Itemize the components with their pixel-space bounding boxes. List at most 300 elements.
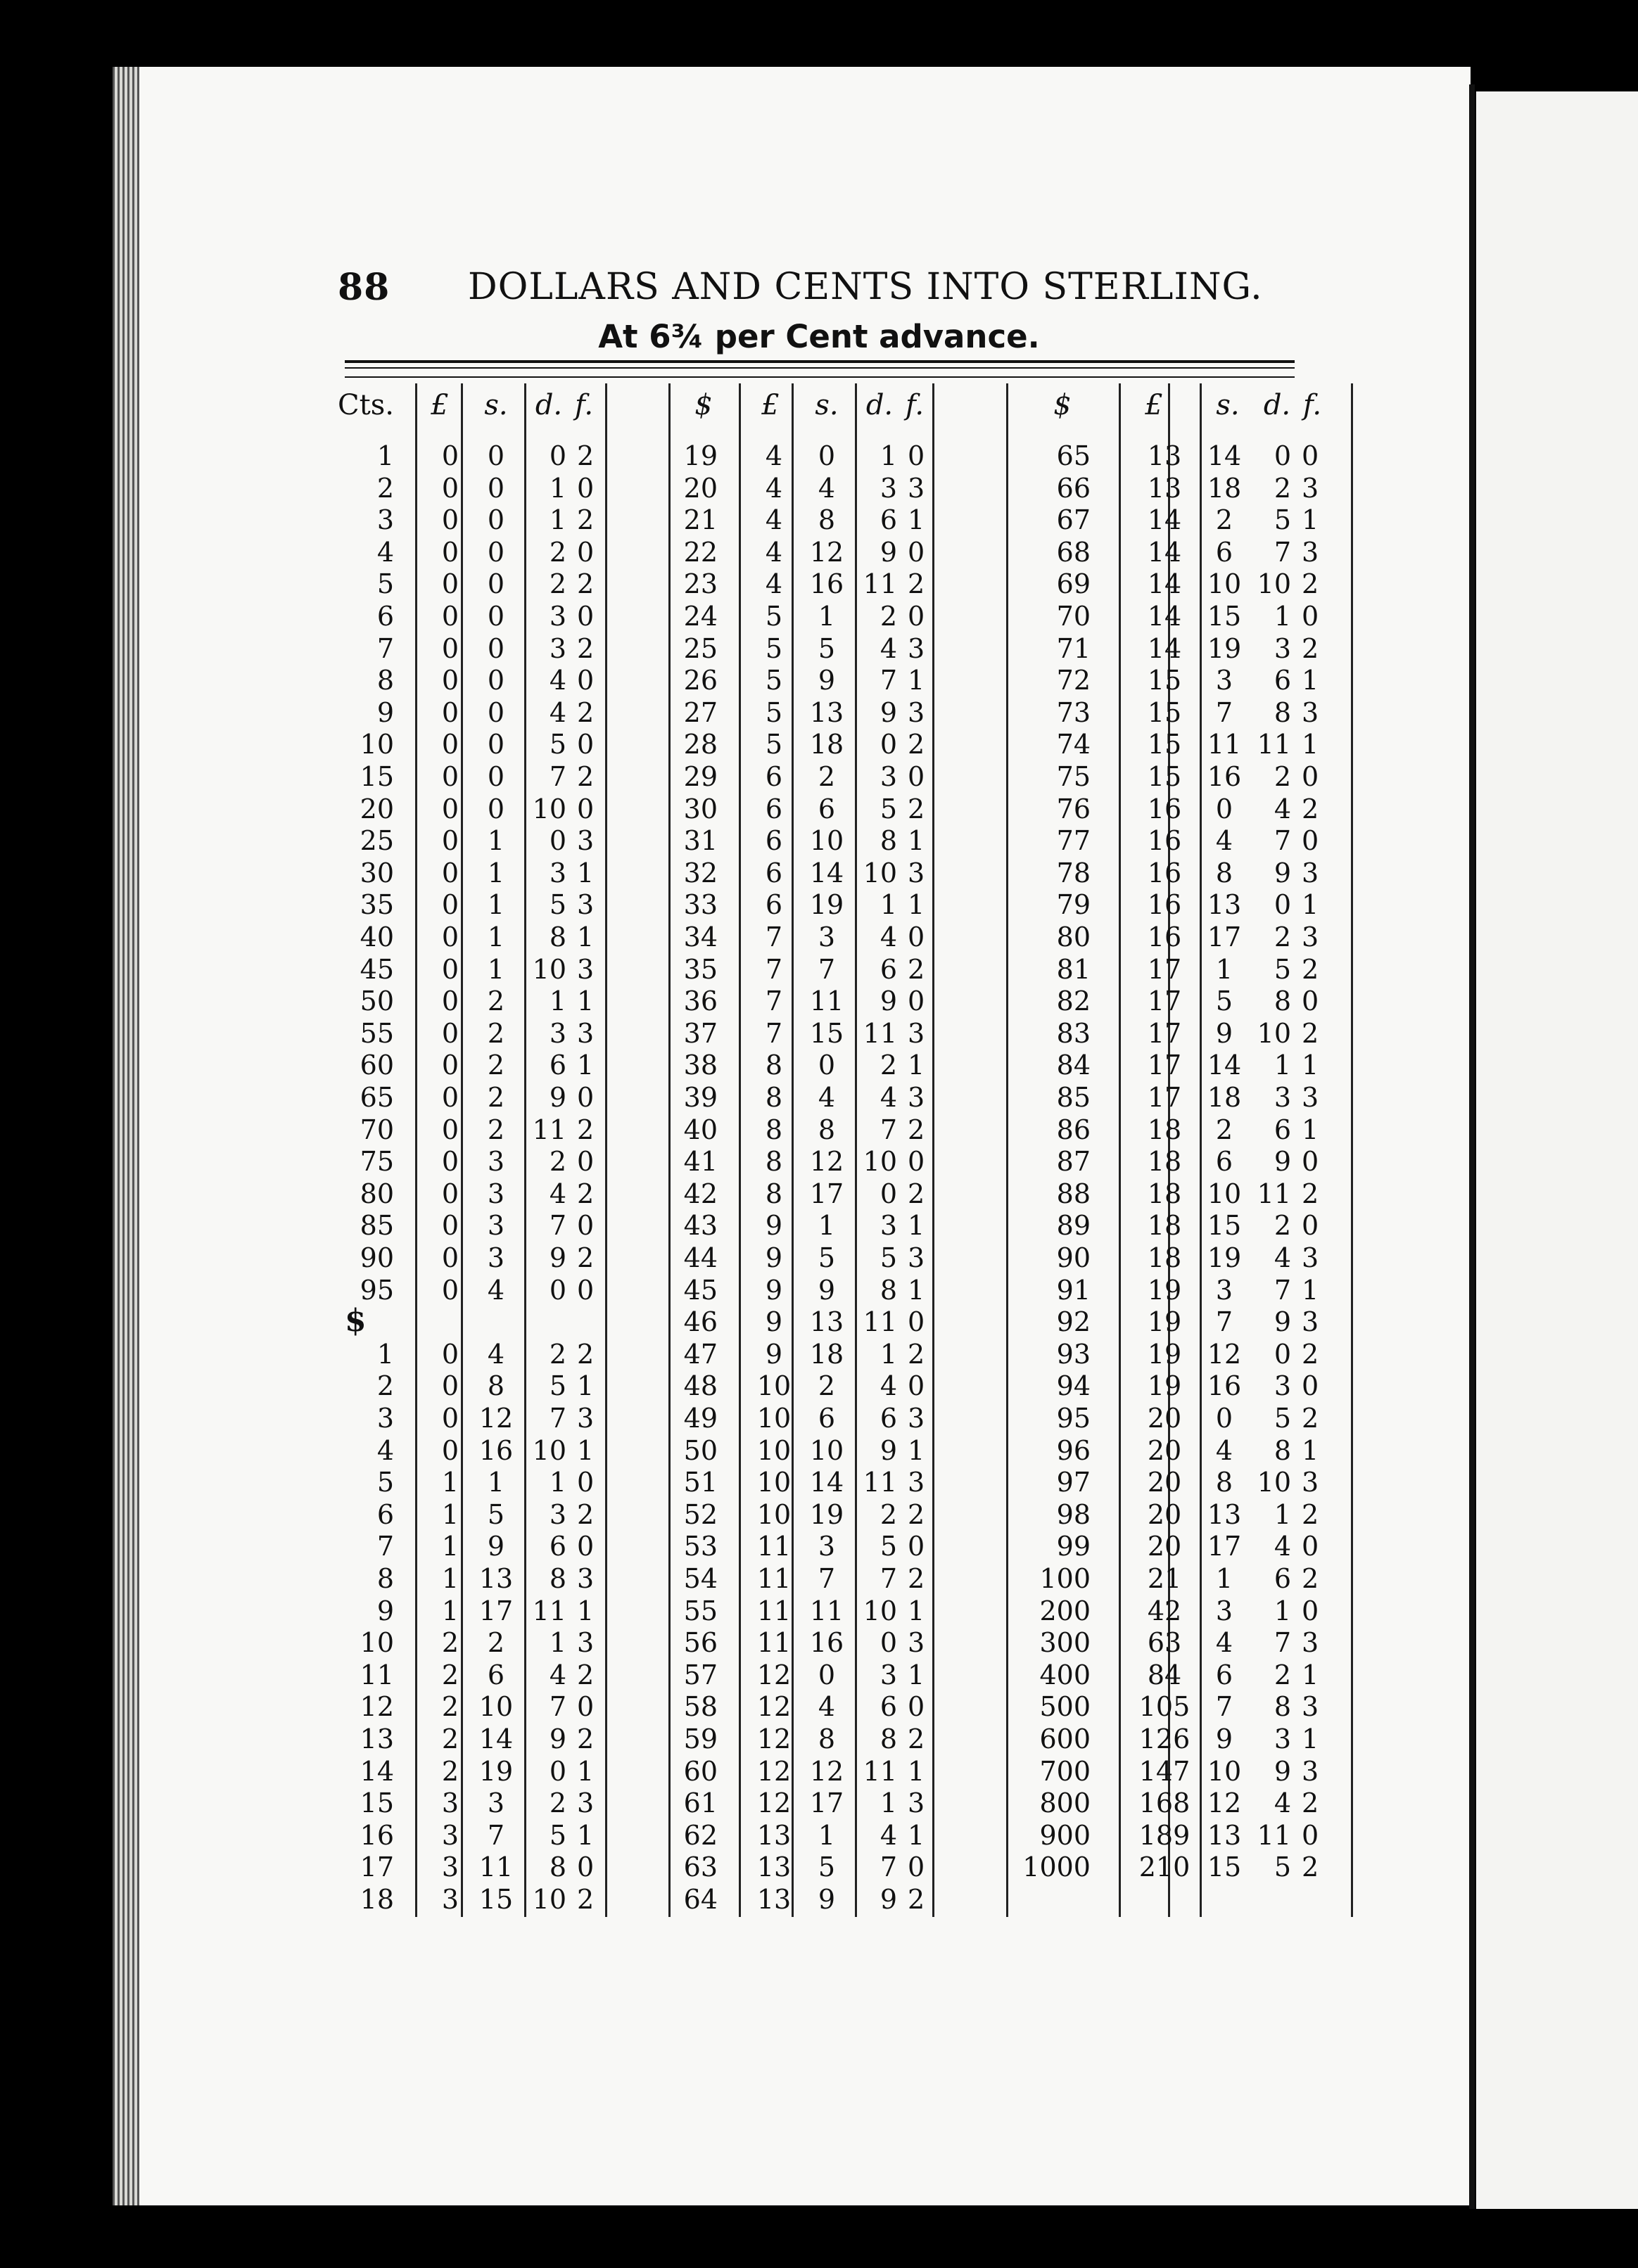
pence-cell: 9 [1274,857,1291,888]
pence-cell: 11 [1257,1178,1291,1209]
amount-cell: 74 [1056,729,1091,760]
amount-cell: 64 [683,1884,718,1915]
shillings-cell: 3 [487,1178,505,1209]
amount-cell: 81 [1056,953,1091,985]
pence-cell: 9 [1274,1755,1291,1787]
shillings-cell: 4 [487,1338,505,1370]
farthings-cell: 1 [908,665,925,696]
farthings-cell: 1 [908,1434,925,1466]
pence-cell: 5 [1274,1403,1291,1434]
shillings-cell: 5 [487,1498,505,1530]
farthings-cell: 3 [1302,857,1319,888]
farthings-cell: 3 [908,1467,925,1498]
shillings-cell: 17 [809,1178,844,1209]
farthings-cell: 2 [1302,1788,1319,1819]
farthings-cell: 2 [1302,1498,1319,1530]
header-rule [345,367,1295,369]
column-header: £ [1145,389,1163,421]
pounds-cell: 16 [1147,889,1182,921]
shillings-cell: 0 [487,536,505,568]
farthings-cell: 3 [1302,1627,1319,1659]
farthings-cell: 2 [577,1114,595,1145]
pence-cell: 1 [880,889,897,921]
amount-cell: 41 [683,1146,718,1178]
header-rule [345,376,1295,378]
farthings-cell: 1 [1302,1659,1319,1690]
pence-cell: 8 [549,1563,566,1594]
shillings-cell: 2 [487,1017,505,1049]
farthings-cell: 3 [1302,536,1319,568]
farthings-cell: 2 [577,696,595,728]
shillings-cell: 1 [487,922,505,953]
farthings-cell: 0 [908,922,925,953]
shillings-cell: 19 [1207,632,1242,664]
subtitle-text: At 6¾ per Cent advance. [598,318,1040,355]
pence-cell: 4 [880,632,897,664]
pounds-cell: 19 [1147,1338,1182,1370]
pence-cell: 1 [549,1467,566,1498]
pence-cell: 11 [532,1595,566,1626]
pence-cell: 2 [880,1050,897,1081]
pence-cell: 5 [880,793,897,824]
amount-cell: 72 [1056,665,1091,696]
pence-cell: 1 [1274,601,1291,632]
pence-cell: 8 [1274,1691,1291,1723]
shillings-cell: 10 [1207,1755,1242,1787]
farthings-cell: 1 [1302,729,1319,760]
pence-cell: 3 [549,601,566,632]
amount-cell: 55 [360,1017,394,1049]
pounds-cell: 18 [1147,1210,1182,1242]
pounds-cell: 14 [1147,568,1182,600]
amount-cell: 47 [683,1338,718,1370]
shillings-cell: 17 [809,1788,844,1819]
pence-cell: 0 [549,440,566,471]
pounds-cell: 15 [1147,665,1182,696]
pounds-cell: 15 [1147,696,1182,728]
pence-cell: 2 [1274,1210,1291,1242]
pounds-cell: 0 [441,1082,459,1113]
amount-cell: 87 [1056,1146,1091,1178]
pence-cell: 2 [880,601,897,632]
pounds-cell: 0 [441,1178,459,1209]
pounds-cell: 17 [1147,953,1182,985]
shillings-cell: 16 [478,1434,514,1466]
amount-cell: 6 [376,1498,394,1530]
shillings-cell: 0 [487,601,505,632]
pounds-cell: 0 [441,1338,459,1370]
shillings-cell: 0 [487,696,505,728]
farthings-cell: 0 [908,1691,925,1723]
farthings-cell: 2 [577,761,595,792]
amount-cell: 7 [376,1531,394,1562]
pounds-cell: 17 [1147,1050,1182,1081]
column-rule [739,383,741,1917]
farthings-cell: 2 [908,1178,925,1209]
farthings-cell: 1 [577,857,595,888]
farthings-cell: 1 [908,1050,925,1081]
pounds-cell: 12 [756,1659,792,1690]
farthings-cell: 3 [908,696,925,728]
amount-cell: 50 [360,986,394,1017]
pence-cell: 1 [549,1627,566,1659]
amount-cell: 11 [360,1659,394,1690]
pence-cell: 7 [1274,1274,1291,1306]
shillings-cell: 3 [1215,665,1233,696]
pounds-cell: 2 [441,1659,459,1690]
farthings-cell: 2 [1302,1178,1319,1209]
amount-cell: 32 [683,857,718,888]
farthings-cell: 1 [908,889,925,921]
shillings-cell: 19 [1207,1242,1242,1273]
shillings-cell: 19 [809,1498,844,1530]
shillings-cell: 4 [1215,1627,1233,1659]
pounds-cell: 0 [441,632,459,664]
pence-cell: 0 [549,1755,566,1787]
farthings-cell: 1 [1302,1434,1319,1466]
pence-cell: 9 [880,1884,897,1915]
pence-cell: 4 [549,696,566,728]
amount-cell: 19 [683,440,718,471]
farthings-cell: 2 [908,1498,925,1530]
pounds-cell: 19 [1147,1274,1182,1306]
farthings-cell: 3 [908,1082,925,1113]
column-header: £ [431,389,449,421]
amount-cell: 500 [1039,1691,1091,1723]
shillings-cell: 17 [1207,1531,1242,1562]
pounds-cell: 6 [765,857,783,888]
farthings-cell: 0 [577,1274,595,1306]
shillings-cell: 0 [487,472,505,504]
pounds-cell: 4 [765,536,783,568]
amount-cell: 43 [683,1210,718,1242]
amount-cell: 96 [1056,1434,1091,1466]
pounds-cell: 0 [441,1017,459,1049]
pence-cell: 3 [549,857,566,888]
pounds-cell: 0 [441,568,459,600]
pounds-cell: 9 [765,1242,783,1273]
amount-cell: 31 [683,825,718,857]
pence-cell: 9 [880,986,897,1017]
shillings-cell: 0 [487,504,505,536]
shillings-cell: 3 [1215,1274,1233,1306]
pence-cell: 11 [532,1114,566,1145]
shillings-cell: 12 [478,1403,514,1434]
pence-cell: 3 [880,1659,897,1690]
amount-cell: 58 [683,1691,718,1723]
shillings-cell: 18 [809,1338,844,1370]
amount-cell: 78 [1056,857,1091,888]
pounds-cell: 189 [1138,1819,1191,1851]
shillings-cell: 8 [818,504,836,536]
pounds-cell: 16 [1147,825,1182,857]
amount-cell: 600 [1039,1724,1091,1754]
shillings-cell: 15 [809,1017,844,1049]
farthings-cell: 0 [577,665,595,696]
shillings-cell: 0 [1215,793,1233,824]
pence-cell: 6 [1274,1563,1291,1594]
shillings-cell: 2 [1215,504,1233,536]
amount-cell: 20 [360,793,394,824]
shillings-cell: 11 [478,1852,514,1883]
pence-cell: 3 [549,1498,566,1530]
pence-cell: 5 [1274,953,1291,985]
pounds-cell: 16 [1147,793,1182,824]
farthings-cell: 0 [1302,1370,1319,1402]
pounds-cell: 20 [1147,1498,1182,1530]
pence-cell: 2 [549,568,566,600]
pounds-cell: 168 [1138,1788,1191,1819]
farthings-cell: 0 [908,601,925,632]
amount-cell: 94 [1056,1370,1091,1402]
pounds-cell: 15 [1147,761,1182,792]
shillings-cell: 0 [487,793,505,824]
shillings-cell: 8 [818,1114,836,1145]
amount-cell: 68 [1056,536,1091,568]
amount-cell: 26 [683,665,718,696]
pence-cell: 0 [549,1274,566,1306]
pounds-cell: 18 [1147,1242,1182,1273]
amount-cell: 16 [360,1819,394,1851]
column-rule [1006,383,1008,1917]
farthings-cell: 2 [908,1563,925,1594]
pence-cell: 11 [1257,1819,1291,1851]
amount-cell: 4 [376,1434,394,1466]
shillings-cell: 5 [818,1242,836,1273]
pounds-cell: 20 [1147,1467,1182,1498]
pounds-cell: 19 [1147,1370,1182,1402]
pence-cell: 7 [549,1210,566,1242]
column-header: f. [905,389,925,421]
amount-cell: 8 [376,1563,394,1594]
amount-cell: 2 [376,1370,394,1402]
amount-cell: 48 [683,1370,718,1402]
farthings-cell: 2 [577,440,595,471]
farthings-cell: 3 [1302,1691,1319,1723]
farthings-cell: 1 [908,504,925,536]
shillings-cell: 0 [487,568,505,600]
farthings-cell: 0 [908,1370,925,1402]
pence-cell: 1 [880,1788,897,1819]
amount-cell: 75 [1056,761,1091,792]
pounds-cell: 18 [1147,1178,1182,1209]
amount-cell: 65 [360,1082,394,1113]
farthings-cell: 3 [577,1017,595,1049]
farthings-cell: 0 [577,536,595,568]
shillings-cell: 5 [818,1852,836,1883]
pence-cell: 1 [1274,1050,1291,1081]
farthings-cell: 0 [1302,601,1319,632]
farthings-cell: 0 [1302,1531,1319,1562]
shillings-cell: 16 [1207,1370,1242,1402]
amount-cell: 95 [360,1274,394,1306]
pence-cell: 4 [880,922,897,953]
pence-cell: 4 [1274,793,1291,824]
pence-cell: 6 [880,953,897,985]
amount-cell: 22 [683,536,718,568]
pounds-cell: 17 [1147,986,1182,1017]
pounds-cell: 0 [441,1403,459,1434]
amount-cell: 90 [360,1242,394,1273]
amount-cell: 45 [683,1274,718,1306]
pence-cell: 8 [880,1724,897,1754]
shillings-cell: 8 [1215,857,1233,888]
amount-cell: 97 [1056,1467,1091,1498]
pence-cell: 0 [1274,1338,1291,1370]
pounds-cell: 2 [441,1627,459,1659]
pence-cell: 4 [1274,1531,1291,1562]
column-rule [415,383,417,1917]
shillings-cell: 7 [1215,1306,1233,1338]
pence-cell: 7 [549,761,566,792]
pounds-cell: 3 [441,1884,459,1915]
pounds-cell: 16 [1147,857,1182,888]
farthings-cell: 0 [577,1467,595,1498]
farthings-cell: 1 [577,1755,595,1787]
column-header: $ [694,389,713,421]
pounds-cell: 210 [1138,1852,1191,1883]
shillings-cell: 12 [809,536,844,568]
farthings-cell: 2 [577,1724,595,1754]
pounds-cell: 11 [756,1627,792,1659]
shillings-cell: 6 [818,793,836,824]
pounds-cell: 13 [1147,440,1182,471]
shillings-cell: 4 [818,1691,836,1723]
pounds-cell: 3 [441,1852,459,1883]
pounds-cell: 13 [756,1852,792,1883]
amount-cell: 85 [1056,1082,1091,1113]
shillings-cell: 0 [487,632,505,664]
pence-cell: 7 [549,1403,566,1434]
shillings-cell: 0 [1215,1403,1233,1434]
pounds-cell: 14 [1147,601,1182,632]
farthings-cell: 2 [908,793,925,824]
farthings-cell: 2 [908,1724,925,1754]
shillings-cell: 13 [1207,1498,1242,1530]
amount-cell: 25 [360,825,394,857]
pence-cell: 4 [549,1178,566,1209]
shillings-cell: 16 [1207,761,1242,792]
farthings-cell: 3 [1302,1082,1319,1113]
pounds-cell: 1 [441,1531,459,1562]
amount-cell: 9 [376,696,394,728]
pence-cell: 5 [549,729,566,760]
amount-cell: 27 [683,696,718,728]
pounds-cell: 7 [765,986,783,1017]
pounds-cell: 5 [765,632,783,664]
pence-cell: 0 [880,1178,897,1209]
shillings-cell: 7 [1215,1691,1233,1723]
shillings-cell: 15 [478,1884,514,1915]
amount-cell: 900 [1039,1819,1091,1851]
pence-cell: 4 [1274,1788,1291,1819]
farthings-cell: 0 [908,1852,925,1883]
pounds-cell: 42 [1147,1595,1182,1626]
farthings-cell: 3 [577,1563,595,1594]
amount-cell: 54 [683,1563,718,1594]
shillings-cell: 14 [809,1467,844,1498]
pence-cell: 2 [1274,472,1291,504]
amount-cell: 75 [360,1146,394,1178]
pounds-cell: 0 [441,1114,459,1145]
amount-cell: 71 [1056,632,1091,664]
column-header: $ [1053,389,1072,421]
pounds-cell: 0 [441,729,459,760]
farthings-cell: 2 [577,1884,595,1915]
column-header: f. [1302,389,1322,421]
pence-cell: 6 [880,504,897,536]
amount-cell: 36 [683,986,718,1017]
amount-cell: 63 [683,1852,718,1883]
shillings-cell: 0 [818,1050,836,1081]
shillings-cell: 16 [809,1627,844,1659]
amount-cell: 85 [360,1210,394,1242]
shillings-cell: 3 [487,1210,505,1242]
shillings-cell: 18 [1207,1082,1242,1113]
farthings-cell: 2 [908,1338,925,1370]
facing-page-edge [1476,91,1638,2209]
amount-cell: 76 [1056,793,1091,824]
farthings-cell: 3 [1302,1242,1319,1273]
farthings-cell: 0 [577,601,595,632]
column-header: s. [484,389,508,421]
pounds-cell: 8 [765,1114,783,1145]
amount-cell: 45 [360,953,394,985]
shillings-cell: 4 [818,472,836,504]
amount-cell: 3 [376,1403,394,1434]
header-rule [345,360,1295,363]
amount-cell: 33 [683,889,718,921]
pounds-cell: 0 [441,536,459,568]
shillings-cell: 2 [487,1082,505,1113]
pounds-cell: 17 [1147,1017,1182,1049]
pence-cell: 6 [549,1531,566,1562]
shillings-cell: 11 [809,1595,844,1626]
shillings-cell: 8 [818,1724,836,1754]
shillings-cell: 2 [487,1114,505,1145]
farthings-cell: 3 [908,1627,925,1659]
pounds-cell: 1 [441,1595,459,1626]
pounds-cell: 105 [1138,1691,1191,1723]
amount-cell: 42 [683,1178,718,1209]
pounds-cell: 0 [441,1050,459,1081]
farthings-cell: 0 [1302,1210,1319,1242]
amount-cell: 70 [1056,601,1091,632]
pence-cell: 7 [880,1114,897,1145]
farthings-cell: 3 [1302,1467,1319,1498]
pounds-cell: 13 [756,1819,792,1851]
farthings-cell: 1 [577,922,595,953]
pounds-cell: 11 [756,1563,792,1594]
pence-cell: 11 [863,1467,897,1498]
pounds-cell: 0 [441,953,459,985]
amount-cell: 700 [1039,1755,1091,1787]
amount-cell: 1 [376,440,394,471]
pounds-cell: 0 [441,825,459,857]
amount-cell: 6 [376,601,394,632]
pence-cell: 8 [880,825,897,857]
amount-cell: 98 [1056,1498,1091,1530]
pence-cell: 0 [549,825,566,857]
pounds-cell: 9 [765,1338,783,1370]
pounds-cell: 0 [441,857,459,888]
farthings-cell: 1 [908,825,925,857]
shillings-cell: 0 [818,1659,836,1690]
shillings-cell: 3 [487,1146,505,1178]
shillings-cell: 3 [487,1242,505,1273]
pence-cell: 10 [532,1884,566,1915]
pence-cell: 8 [1274,1434,1291,1466]
